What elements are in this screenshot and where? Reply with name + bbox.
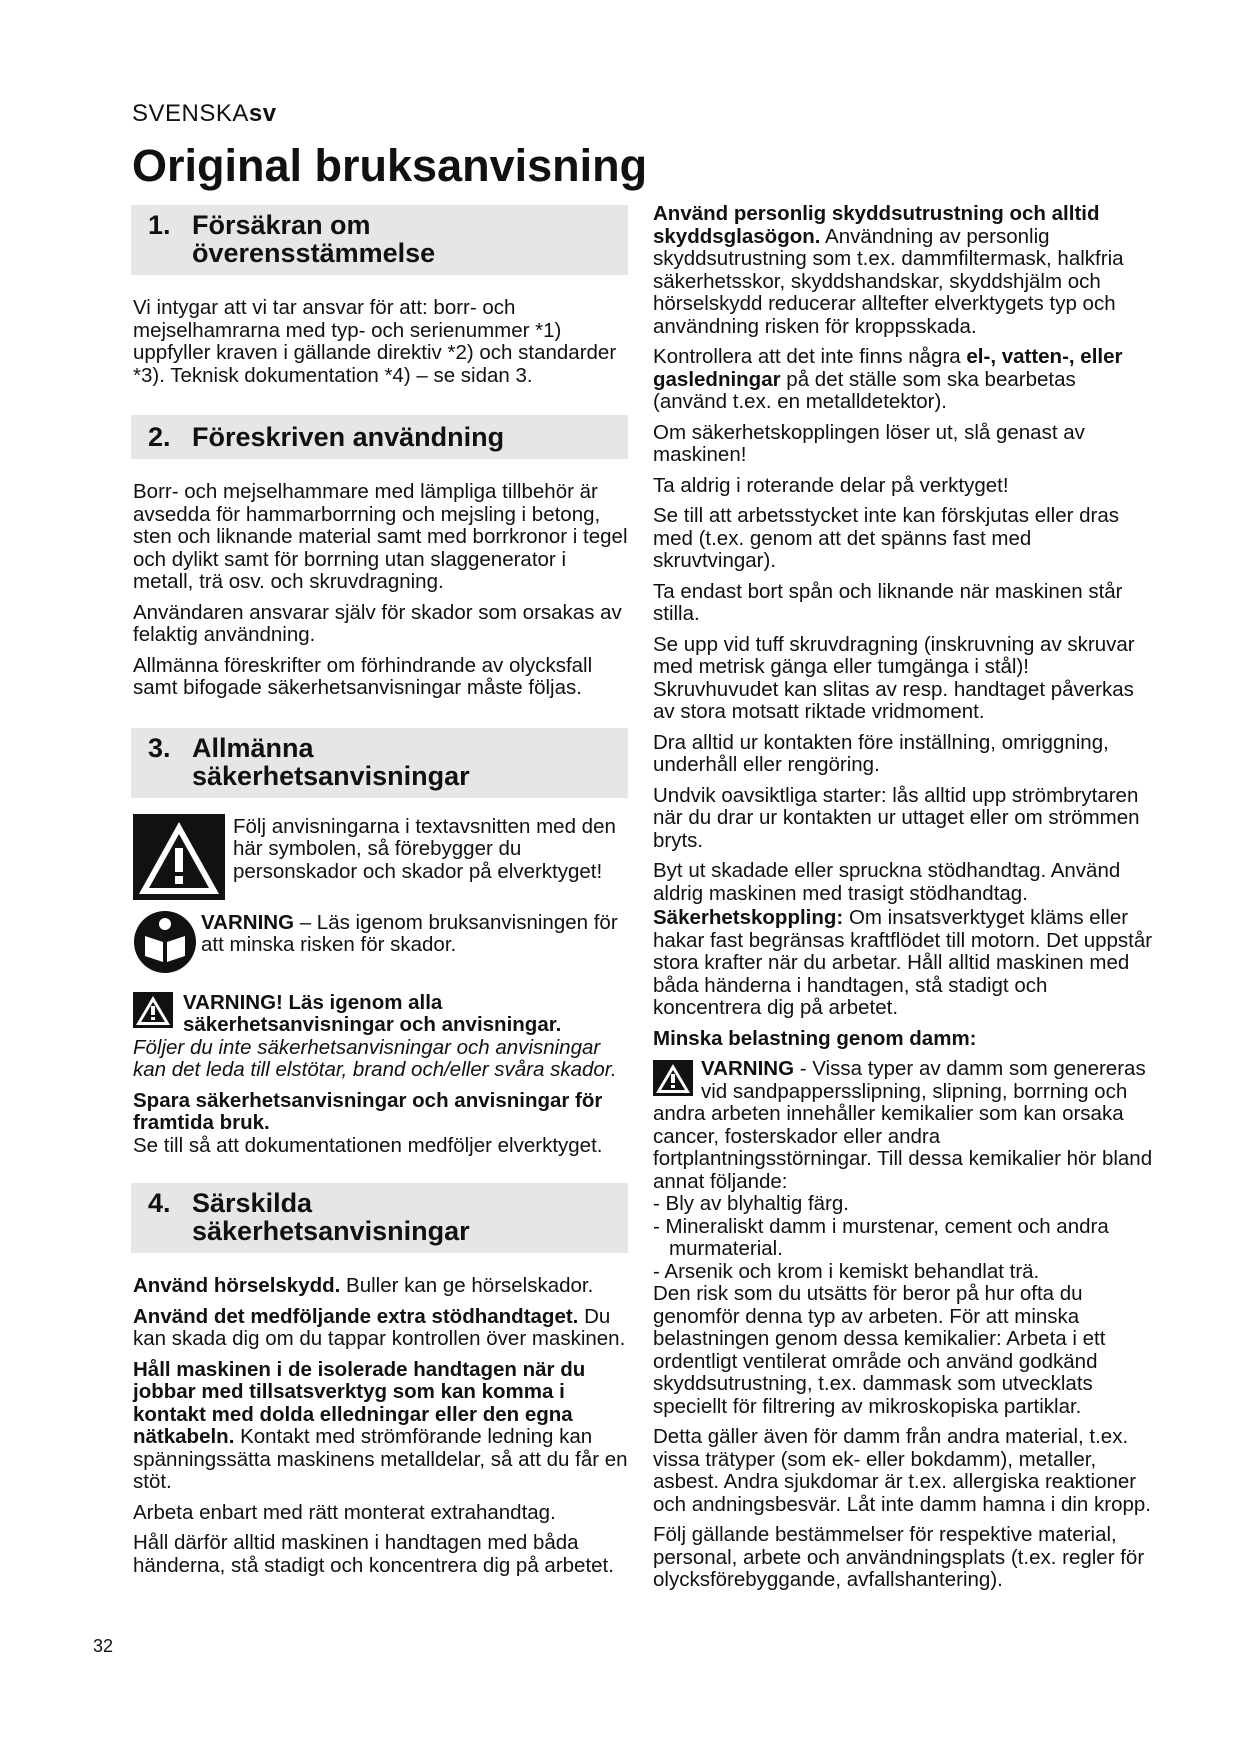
read-all-warning-block	[133, 992, 628, 1037]
list-item: - Bly av blyhaltig färg.	[653, 1192, 849, 1215]
list-item: - Mineraliskt damm i murstenar, cement och andra murmaterial.	[653, 1214, 1109, 1260]
hidden-lines-bold: el-, vatten-, eller gasledningar	[653, 345, 1123, 391]
section-2-paragraph-3: Allmänna föreskrifter om förhindrande av olycksfall samt bifogade säkerhetsanvisningar måste följas.	[133, 653, 593, 699]
manual-warning-text	[201, 912, 628, 957]
dust-heading: Minska belastning genom damm:	[653, 1026, 977, 1050]
list-item: - Arsenik och krom i kemiskt behandlat trä.	[653, 1259, 1040, 1283]
extra-handle-bold: Använd det medföljande extra stödhandtaget.	[133, 1304, 579, 1328]
section-4-title-line2: säkerhetsanvisningar	[192, 1216, 470, 1246]
section-4-heading	[131, 1183, 628, 1253]
hidden-lines-text-a: Kontrollera att det inte finns några	[653, 345, 967, 368]
damaged-handle-paragraph: Byt ut skadade eller spruckna stödhandtag. Använd aldrig maskinen med trasigt stödhandtag.	[653, 859, 1121, 905]
section-2-paragraph-1: Borr- och mejselhammare med lämpliga tillbehör är avsedda för hammarborrning och mejsling i betong, sten och liknande material samt med borrkronor i tegel och dylikt samt för borrning utan slaggenerator i metall, trä osv. och skruvdragning.	[133, 480, 628, 593]
safety-clutch-paragraph	[653, 907, 1153, 1020]
language-label	[132, 100, 277, 128]
hidden-lines-paragraph	[653, 346, 1153, 414]
manual-warning-block	[133, 910, 628, 974]
section-3-heading	[131, 728, 628, 798]
section-4-paragraph-2	[133, 1306, 628, 1351]
section-3-title-line1: Allmänna	[192, 732, 314, 763]
section-1-text: Vi intygar att vi tar ansvar för att: borr- och mejselhamrarna med typ- och serienummer *1) uppfyller kraven i gällande direktiv *2) och standarder *3). Teknisk dokumentation *4) – se sidan 3.	[133, 296, 617, 387]
section-2-heading	[131, 415, 628, 459]
language-name: SVENSKA	[132, 100, 249, 127]
warning-triangle-icon	[133, 814, 225, 900]
warning-symbol-block	[133, 814, 628, 900]
dust-chemicals-list	[653, 1193, 1153, 1283]
section-4-number: 4.	[148, 1188, 171, 1218]
save-instructions-bold: Spara säkerhetsanvisningar och anvisningar för framtida bruk.	[133, 1088, 603, 1134]
language-code: sv	[248, 100, 277, 127]
page-title: Original bruksanvisning	[132, 140, 648, 191]
section-4-title-line1: Särskilda	[192, 1188, 313, 1218]
extra-handle-text: Du kan skada dig om du tappar kontrollen över maskinen.	[133, 1304, 626, 1350]
insulated-handles-text: Kontakt med strömförande ledning kan spänningssätta maskinens metalldelar, så att du får en stöt.	[133, 1425, 628, 1493]
safety-clutch-bold: Säkerhetskoppling:	[653, 906, 844, 929]
protective-equipment-bold: Använd personlig skyddsutrustning och alltid skyddsglasögon.	[653, 202, 1100, 248]
save-instructions-text: Se till så att dokumentationen medföljer elverktyget.	[133, 1133, 603, 1157]
safety-clutch-text: Om insatsverktyget kläms eller hakar fast begränsas kraftflödet till motorn. Det uppstår stora krafter när du arbetar. Håll alltid maskinen med båda händerna i handtagen, stå stadigt och koncentrera dig på arbetet.	[653, 906, 1153, 1019]
warning-consequence-text: Följer du inte säkerhetsanvisningar och anvisningar kan det leda till elstötar, brand och/eller svåra skador.	[133, 1035, 617, 1081]
section-3-title-line2: säkerhetsanvisningar	[192, 760, 470, 791]
section-1-title-line1: Försäkran om	[192, 210, 371, 240]
page-number: 32	[93, 1636, 114, 1656]
unplug-paragraph: Dra alltid ur kontakten före inställning, omriggning, underhåll eller rengöring.	[653, 730, 1109, 776]
hearing-protection-bold: Använd hörselskydd.	[133, 1274, 341, 1297]
dust-risk-paragraph: Den risk som du utsätts för beror på hur ofta du genomför denna typ av arbeten. För att minska belastningen genom dessa kemikalier: Arbeta i ett ordentligt ventilerat område och använd godkänd skyddsutrustning, t.ex. dammask som utvecklats speciellt för filtrering av mikroskopiska partiklar.	[653, 1282, 1106, 1418]
hidden-lines-text-b: på det ställe som ska bearbetas (använd t.ex. en metalldetektor).	[653, 367, 1076, 413]
manual-warning-label: VARNING	[201, 910, 295, 934]
section-1-heading	[131, 205, 628, 275]
dust-warning-text: - Vissa typer av damm som genereras vid sandpappersslipning, slipning, borrning och andra arbeten innehåller kemikalier som kan orsaka cancer, fosterskador eller andra fortplantningsstörningar. Till dessa kemikalier hör bland annat följande:	[653, 1057, 1153, 1193]
right-column	[653, 203, 1153, 1600]
insulated-handles-bold: Håll maskinen i de isolerade handtagen när du jobbar med tillsatsverktyg som kan komma i kontakt med dolda elledningar eller den egna nätkabeln.	[133, 1357, 586, 1448]
screwdriving-paragraph: Se upp vid tuff skruvdragning (inskruvning av skruvar med metrisk gänga eller tumgänga i stål)! Skruvhuvudet kan slitas av resp. handtaget påverkas av stora motsatt riktade vridmoment.	[653, 632, 1135, 723]
dust-warning-paragraph	[653, 1058, 1153, 1193]
section-4-paragraph-5: Håll därför alltid maskinen i handtagen med båda händerna, stå stadigt och koncentrera dig på arbetet.	[133, 1531, 614, 1577]
save-instructions-heading	[133, 1090, 628, 1135]
hearing-protection-text: Buller kan ge hörselskador.	[340, 1274, 594, 1297]
other-dust-paragraph: Detta gäller även för damm från andra material, t.ex. vissa trätyper (som ek- eller bokdamm), metaller, asbest. Andra sjukdomar är t.ex. allergiska reaktioner och andningsbesvär. Låt inte damm hamna i din kropp.	[653, 1425, 1151, 1516]
section-1-title-line2: överensstämmelse	[192, 238, 436, 268]
read-manual-icon	[133, 910, 197, 974]
read-all-warning-text: VARNING! Läs igenom alla säkerhetsanvisningar och anvisningar.	[183, 990, 562, 1036]
symbol-explanation: Följ anvisningarna i textavsnitten med den här symbolen, så förebygger du personskador och skador på elverktyget!	[233, 814, 616, 883]
rotating-parts-paragraph: Ta aldrig i roterande delar på verktyget!	[653, 473, 1009, 497]
safety-clutch-release-paragraph: Om säkerhetskopplingen löser ut, slå genast av maskinen!	[653, 420, 1085, 466]
workpiece-paragraph: Se till att arbetsstycket inte kan förskjutas eller dras med (t.ex. genom att det spänns fast med skruvtvingar).	[653, 504, 1120, 572]
dust-warning-label: VARNING	[701, 1057, 795, 1080]
section-3-number: 3.	[148, 732, 171, 763]
protective-equipment-paragraph	[653, 203, 1153, 338]
section-4-paragraph-3	[133, 1359, 628, 1494]
section-2-number: 2.	[148, 422, 171, 452]
section-2-title: Föreskriven användning	[192, 422, 505, 452]
chips-paragraph: Ta endast bort spån och liknande när maskinen står stilla.	[653, 579, 1123, 625]
unintentional-start-paragraph: Undvik oavsiktliga starter: lås alltid upp strömbrytaren när du drar ur kontakten ur uttaget eller om strömmen bryts.	[653, 783, 1140, 852]
regulations-paragraph: Följ gällande bestämmelser för respektive material, personal, arbete och användningsplats (t.ex. regler för olycksförebyggande, avfallshantering).	[653, 1523, 1145, 1591]
section-2-paragraph-2: Användaren ansvarar själv för skador som orsakas av felaktig användning.	[133, 600, 622, 646]
section-4-paragraph-1	[133, 1275, 628, 1298]
section-4-paragraph-4: Arbeta enbart med rätt monterat extrahandtag.	[133, 1500, 556, 1524]
protective-equipment-text: Användning av personlig skyddsutrustning som t.ex. dammfiltermask, halkfria säkerhetsskor, skyddshandskar, skyddshjälm och hörselskydd reducerar alltefter elverktygets typ och användning risken för kroppsskada.	[653, 224, 1124, 338]
warning-small-icon	[133, 992, 173, 1028]
left-column	[133, 205, 628, 1585]
section-1-number: 1.	[148, 210, 171, 240]
warning-small-icon	[653, 1060, 693, 1096]
manual-warning-body: – Läs igenom bruksanvisningen för att minska risken för skador.	[201, 910, 618, 956]
